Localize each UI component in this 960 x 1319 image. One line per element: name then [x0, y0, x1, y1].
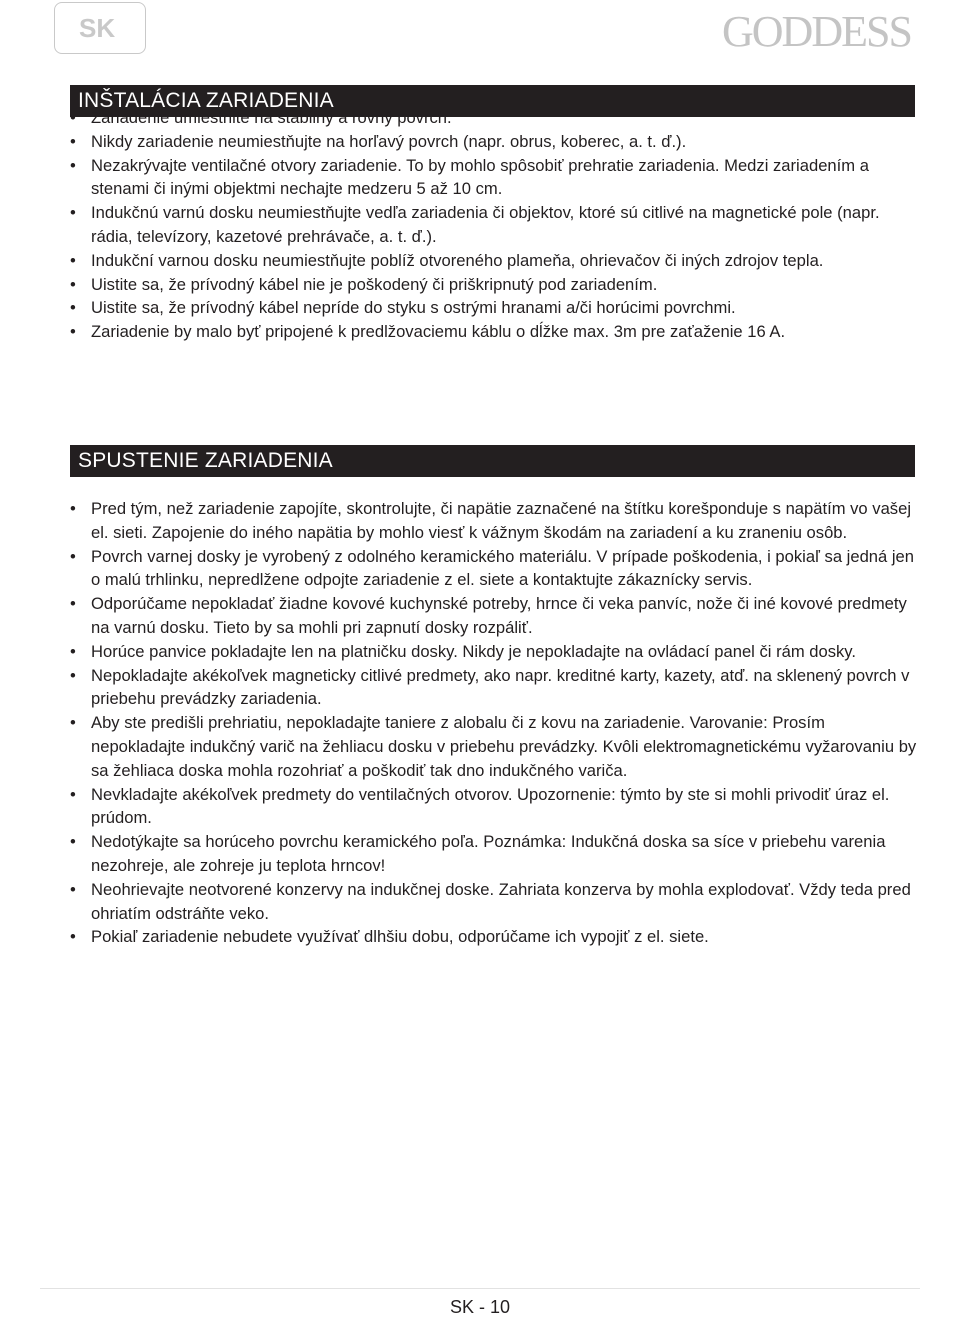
bullet-icon: •: [70, 203, 76, 223]
list-item: • Neohrievajte neotvorené konzervy na indukčnej doske. Zahriata konzerva by mohla explodovať. Vždy teda pred ohriatím odstráňte veko.: [70, 879, 911, 923]
list-item: • Nevkladajte akékoľvek predmety do ventilačných otvorov. Upozornenie: týmto by ste si mohli privodiť úraz el. prúdom.: [70, 784, 890, 828]
operation-list: [70, 497, 920, 949]
bullet-icon: •: [70, 131, 76, 151]
list-item: • Indukčnú varnú dosku neumiestňujte vedľa zariadenia či objektov, ktoré sú citlivé na magnetické pole (napr. rádia, televízory, kazetové prehrávače, a. t. ď.).: [70, 203, 880, 246]
list-item: • Uistite sa, že prívodný kábel nepríde do styku s ostrými hranami a/či horúcimi povrchmi.: [70, 296, 920, 320]
bullet-icon: •: [70, 546, 76, 566]
page-number: SK - 10: [449, 1297, 511, 1317]
list-item: • Odporúčame nepokladať žiadne kovové kuchynské potreby, hrnce či veka panvíc, nože či iné kovové predmety na varnú dosku. Tieto by sa mohli pri zapnutí dosky rozpáliť.: [70, 594, 907, 637]
goddess-logo: [722, 4, 958, 60]
list-item: • Povrch varnej dosky je vyrobený z odolného keramického materiálu. V prípade poškodenia, i pokiaľ sa jedná jen o malú trhlinku, nepredlžene odpojte zariadenie z el. siete a kontaktujte zákaznícky servis.: [70, 546, 915, 590]
footer-divider: [40, 1288, 920, 1289]
list-item: • Nepokladajte akékoľvek magneticky citlivé predmety, ako napr. kreditné karty, kazety, atď. na sklenený povrch v priebehu prevádzky zariadenia.: [70, 665, 910, 709]
section-title-operation: SPUSTENIE ZARIADENIA: [70, 445, 915, 477]
bullet-icon: •: [70, 879, 76, 899]
bullet-icon: •: [70, 784, 76, 804]
bullet-icon: •: [70, 298, 76, 318]
bullet-icon: •: [70, 108, 76, 127]
bullet-icon: •: [70, 713, 76, 733]
bullet-icon: •: [70, 250, 76, 270]
list-item: • Pred tým, než zariadenie zapojíte, skontrolujte, či napätie zaznačené na štítku korešponduje s napätím vo vašej el. sieti. Zapojenie do iného napätia by mohlo viesť k vážnym škodám na zariadení a ku zraneniu osôb.: [70, 499, 912, 542]
list-item: • Indukční varnou dosku neumiestňujte poblíž otvoreného plameňa, ohrievačov či iných zdrojov tepla.: [70, 249, 920, 273]
bullet-icon: •: [70, 927, 76, 947]
language-tab: [54, 2, 146, 54]
bullet-icon: •: [70, 594, 76, 614]
list-item: • Nezakrývajte ventilačné otvory zariadenie. To by mohlo spôsobiť prehratie zariadenia. Medzi zariadením a stenami či inými objektmi nechajte medzeru 5 až 10 cm.: [70, 155, 869, 199]
bullet-icon: •: [70, 274, 76, 294]
list-item: • Uistite sa, že prívodný kábel nie je poškodený či priškripnutý pod zariadením.: [70, 273, 920, 297]
list-item: • Nikdy zariadenie neumiestňujte na horľavý povrch (napr. obrus, koberec, a. t. ď.).: [70, 130, 920, 154]
installation-list: [70, 106, 920, 344]
list-item: • Zariadenie by malo byť pripojené k predlžovaciemu káblu o dĺžke max. 3m pre zaťaženie 16 A.: [70, 320, 920, 344]
bullet-icon: •: [70, 832, 76, 852]
bullet-icon: •: [70, 322, 76, 342]
bullet-icon: •: [70, 665, 76, 685]
bullet-icon: •: [70, 641, 76, 661]
list-item: • Zariadenie umiestnite na stabilný a rovný povrch.: [70, 106, 920, 130]
list-item: • Pokiaľ zariadenie nebudete využívať dlhšiu dobu, odporúčame ich vypojiť z el. siete.: [70, 925, 920, 949]
bullet-icon: •: [70, 155, 76, 175]
language-tab-label: SK: [79, 12, 116, 43]
list-item: • Horúce panvice pokladajte len na platničku dosky. Nikdy je nepokladajte na ovládací panel či rám dosky.: [70, 640, 920, 664]
bullet-icon: •: [70, 499, 76, 518]
section-title-installation: INŠTALÁCIA ZARIADENIA: [70, 85, 915, 117]
list-item: • Aby ste predišli prehriatiu, nepokladajte taniere z alobalu či z kovu na zariadenie. Varovanie: Prosím nepokladajte indukčný varič na žehliacu dosku v priebehu prevádzky. Kvôli elektromagnetickému vyžarovaniu by sa žehliaca doska mohla rozohriať a poškodiť tak dno indukčného variča.: [70, 713, 917, 780]
list-item: • Nedotýkajte sa horúceho povrchu keramického poľa. Poznámka: Indukčná doska sa síce v priebehu varenia nezohreje, ale zohreje ju teplota hrncov!: [70, 832, 886, 875]
logo-text: GODDESS: [722, 7, 911, 56]
